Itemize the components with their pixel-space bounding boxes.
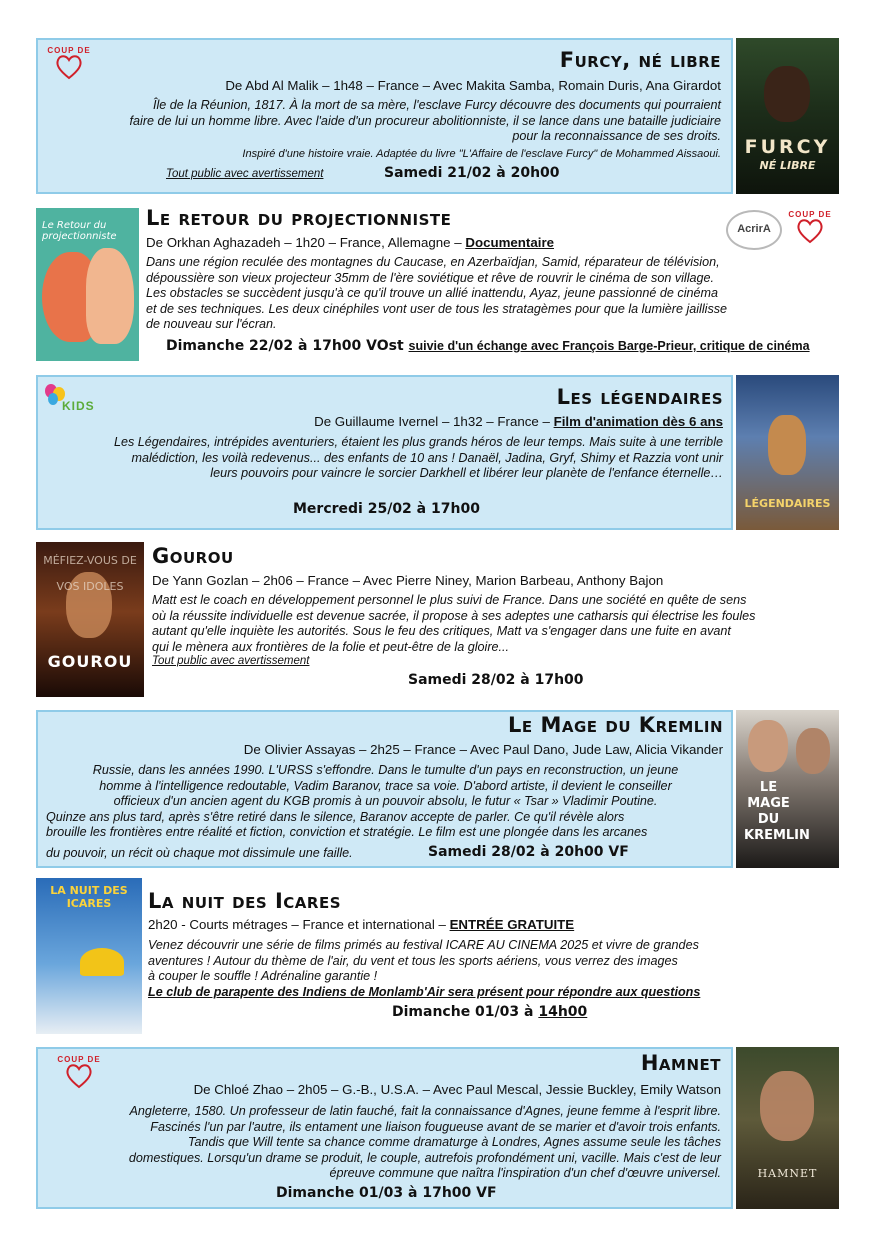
film-schedule: Dimanche 01/03 à 14h00 [392,1004,588,1020]
film-description: Les Légendaires, intrépides aventuriers, étaient les plus grands héros de leur temps. Mais suite à une terrible malédiction, les voilà redevenus... des enfants de 10 ans ! Danaël, Jadina, Gryf, Shimy et Razzia vont unir leurs pouvoirs pour vaincre le sorcier Darkhell et libérer leur planète de l'enfance éternelle… [113,435,723,480]
genre-link: Film d'animation dès 6 ans [553,414,723,429]
kids-label: KIDS [62,399,95,413]
poster-legendaires [736,375,839,530]
kids-badge [44,383,100,415]
film-description: Angleterre, 1580. Un professeur de latin fauché, fait la connaissance d'Agnes, jeune femme à l'esprit libre. Fascinés l'un par l'autre, ils entament une liaison fougueuse avant de se marier et d'avoir trois enfants. Tandis que Will tente sa chance comme dramaturge à Londres, Agnes assume seule les tâches domestiques. Lorsqu'un drame se produit, le couple, autrefois profondément uni, vacille. Mais c'est de leur épreuve commune que naîtra l'inspiration d'un chef d'œuvre universel. [128,1104,721,1180]
coup-de-coeur-badge [785,210,835,252]
poster-gourou [36,542,144,697]
film-meta: 2h20 - Courts métrages – France et international – ENTRÉE GRATUITE [148,917,575,932]
film-card-gourou [146,540,840,700]
film-description: Russie, dans les années 1990. L'URSS s'effondre. Dans le tumulte d'un pays en reconstruction, un jeune homme à l'intelligence redoutable, Vadim Baranov, trace sa voie. D'abord artiste, il devient le conseiller officieux d'un ancien agent du KGB promis à un pouvoir absolu, le futur « Tsar » Vladimir Poutine. Quinze ans plus tard, après s'être retiré dans le silence, Baranov accepte de parler. Ce qu'il révèle alors brouille les frontières entre réalité et fiction, conviction et stratégie. Le film est une plongée dans les arcanes [46,763,679,839]
film-title: Hamnet [640,1051,721,1075]
film-card-icares [144,876,840,1036]
film-card-legendaires [36,375,733,530]
film-description-end: du pouvoir, un récit où chaque mot dissimule une faille. [46,846,353,860]
poster-figure-left [748,720,788,772]
poster-figure [760,1071,814,1141]
film-schedule: Samedi 28/02 à 17h00 [408,672,584,688]
film-meta: De Olivier Assayas – 2h25 – France – Avec Paul Dano, Jude Law, Alicia Vikander [243,742,723,757]
schedule-note: suivie d'un échange avec François Barge-Prieur, critique de cinéma [408,339,810,353]
poster-title: LE MAGE DU KREMLIN [744,780,810,843]
film-title: Le Mage du Kremlin [508,713,723,737]
film-schedule: Mercredi 25/02 à 17h00 [293,501,480,517]
acrira-logo: AcrirA [726,210,782,250]
heart-icon [55,54,83,80]
film-title: La nuit des Icares [148,889,342,913]
film-description: Île de la Réunion, 1817. À la mort de sa mère, l'esclave Furcy découvre des documents qui pourraient faire de lui un homme libre. Avec l'aide d'un procureur abolitionniste, il se lance dans une bataille judiciaire pour la reconnaissance de ses droits. [129,98,721,143]
poster-title: HAMNET [757,1167,818,1180]
entry-free-link: ENTRÉE GRATUITE [449,917,575,932]
poster-title: LA NUIT DES ICARES [50,884,128,910]
club-note: Le club de parapente des Indiens de Monlamb'Air sera présent pour répondre aux questions [148,985,701,999]
poster-figure-right [796,728,830,774]
poster-tagline: MÉFIEZ-VOUS DE VOS IDOLES [43,554,137,593]
audience-warning: Tout public avec avertissement [166,168,324,180]
coup-de-label: COUP DE [47,46,91,55]
film-schedule: Samedi 28/02 à 20h00 VF [428,844,629,860]
poster-subtitle: NÉ LIBRE [759,159,816,172]
film-meta: De Abd Al Malik – 1h48 – France – Avec Makita Samba, Romain Duris, Ana Girardot [225,78,721,93]
coup-de-coeur-badge [54,1055,104,1097]
poster-mage [736,710,839,868]
film-note: Inspiré d'une histoire vraie. Adaptée du livre "L'Affaire de l'esclave Furcy" de Mohammed Aissaoui. [242,148,721,160]
film-description: Dans une région reculée des montagnes du Caucase, en Azerbaïdjan, Samid, réparateur de télévision, dépoussière son vieux projecteur 35mm de l'ère soviétique et rêve de rouvrir le cinéma de son village. Les obstacles se succèdent jusqu'à ce qu'il trouve un allié inattendu, Ayaz, jeune passionné de cinéma et de ses techniques. Les deux cinéphiles vont user de tous les stratagèmes pour que la lumière jaillisse de nouveau sur l'écran. [146,255,728,331]
poster-title: Le Retour du projectionniste [42,220,117,242]
film-schedule: Samedi 21/02 à 20h00 [384,165,560,181]
poster-wing [80,948,124,976]
schedule-time: 14h00 [538,1004,588,1020]
film-card-hamnet [36,1047,733,1209]
film-card-mage [36,710,733,868]
poster-title: LÉGENDAIRES [744,497,831,510]
film-schedule: Dimanche 01/03 à 17h00 VF [276,1185,497,1201]
poster-retour [36,208,139,361]
film-title: Furcy, né libre [559,48,721,72]
film-card-furcy [36,38,733,194]
film-card-retour [140,204,840,364]
poster-face [764,66,810,122]
poster-title: FURCY [744,136,831,158]
film-title: Gourou [152,544,234,568]
film-meta: De Orkhan Aghazadeh – 1h20 – France, Allemagne – Documentaire [146,235,555,250]
poster-furcy [736,38,839,194]
poster-icares [36,878,142,1034]
coup-de-label: COUP DE [788,210,832,219]
genre-link: Documentaire [465,235,555,250]
coup-de-label: COUP DE [57,1055,101,1064]
poster-hero [768,415,806,475]
film-description: Matt est le coach en développement personnel le plus suivi de France. Dans une société en quête de sens où la réussite individuelle est devenue sacrée, il propose à ses adeptes une catharsis qui électrise les foules autant qu'elle inquiète les autorités. Sous le feu des critiques, Matt va s'engager dans une fuite en avant qui le mènera aux frontières de la folie et peut-être de la gloire... [152,593,756,654]
heart-icon [796,218,824,244]
film-meta: De Chloé Zhao – 2h05 – G.-B., U.S.A. – Avec Paul Mescal, Jessie Buckley, Emily Watson [193,1082,721,1097]
heart-icon [65,1063,93,1089]
poster-title: GOUROU [47,652,133,671]
audience-warning: Tout public avec avertissement [152,655,310,667]
film-title: Les légendaires [556,385,723,409]
film-schedule: Dimanche 22/02 à 17h00 VOst suivie d'un échange avec François Barge-Prieur, critique de cinéma [166,338,810,354]
film-title: Le retour du projectionniste [146,206,452,230]
poster-hamnet [736,1047,839,1209]
poster-profile-right [86,248,134,344]
coup-de-coeur-badge [44,46,94,88]
film-description: Venez découvrir une série de films primés au festival ICARE AU CINEMA 2025 et vivre de grandes aventures ! Autour du thème de l'air, du vent et tous les sports aériens, vous verrez des images à couper le souffle ! Adrénaline garantie ! [148,938,699,983]
film-meta: De Guillaume Ivernel – 1h32 – France – Film d'animation dès 6 ans [314,414,723,429]
film-meta: De Yann Gozlan – 2h06 – France – Avec Pierre Niney, Marion Barbeau, Anthony Bajon [152,573,664,588]
